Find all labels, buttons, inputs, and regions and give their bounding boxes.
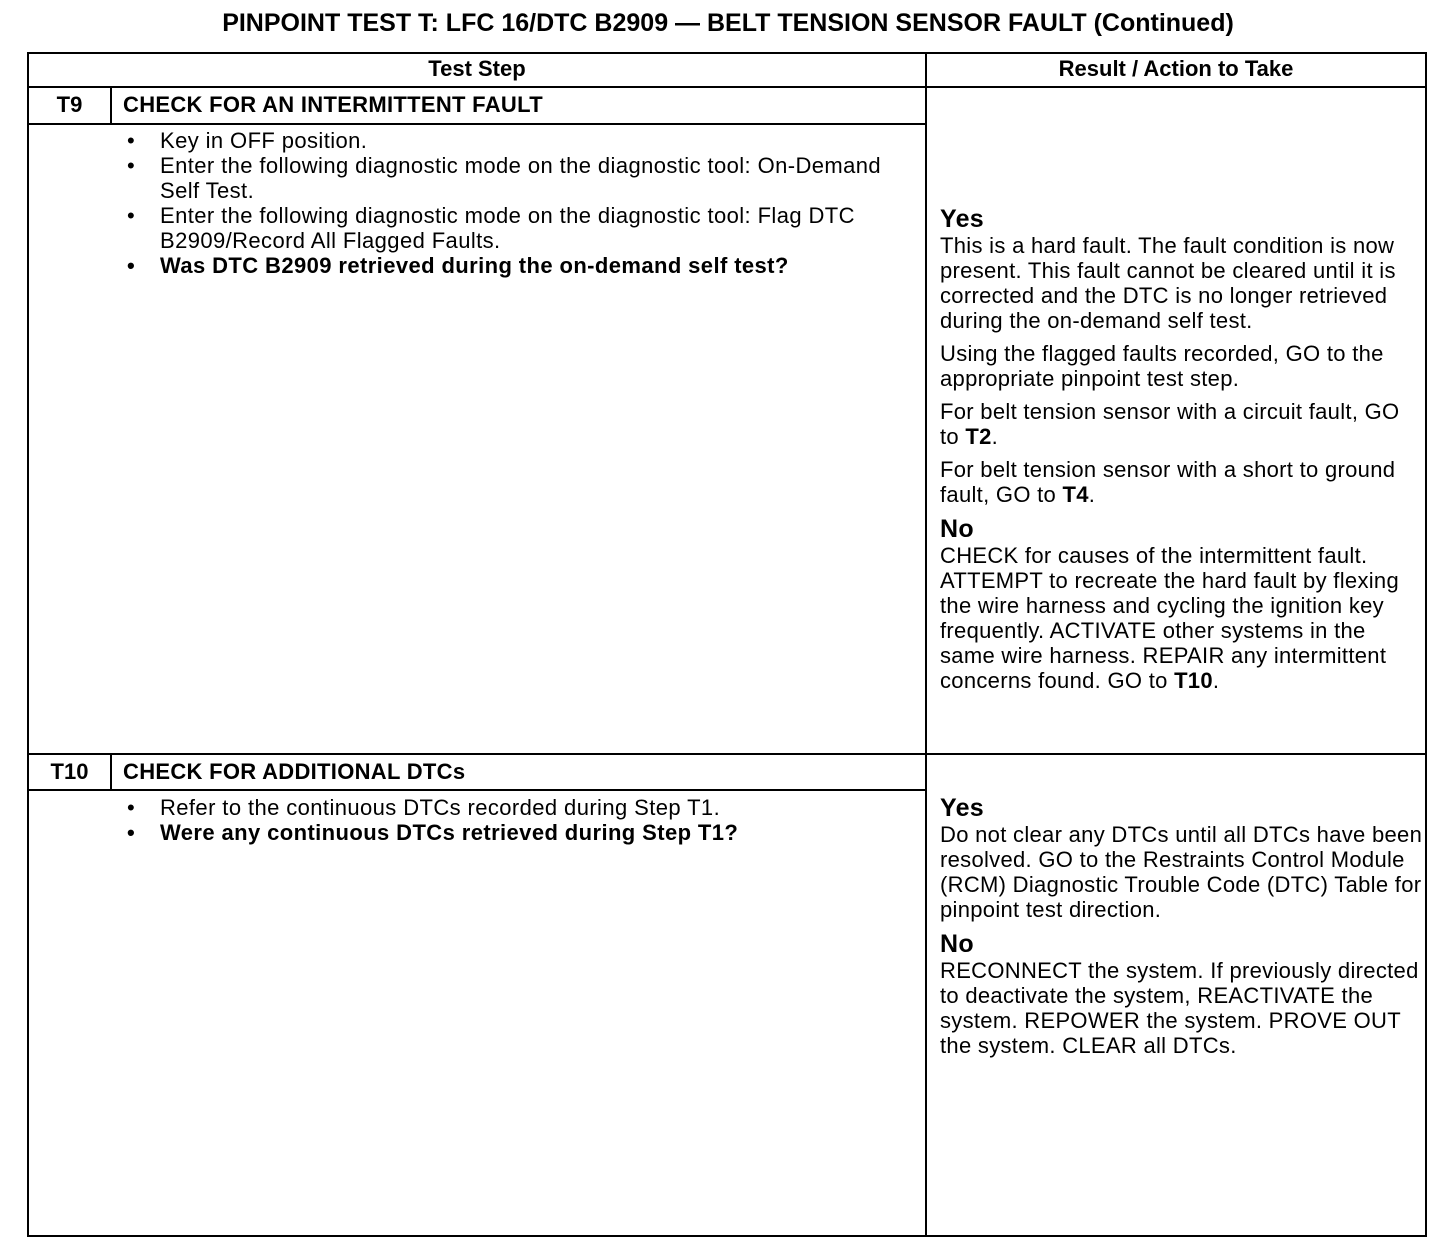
- step-reference: T4: [1062, 482, 1089, 507]
- instruction-item: • Refer to the continuous DTCs recorded during Step T1.: [124, 795, 914, 820]
- step-question: • Were any continuous DTCs retrieved during Step T1?: [124, 820, 914, 845]
- bullet-icon: •: [126, 253, 136, 278]
- result-text: Do not clear any DTCs until all DTCs have been resolved. GO to the Restraints Control Module (RCM) Diagnostic Trouble Code (DTC) Table for pinpoint test direction.: [940, 822, 1423, 922]
- result-text: For belt tension sensor with a circuit fault, GO to T2.: [940, 399, 1400, 449]
- result-text: CHECK for causes of the intermittent fault. ATTEMPT to recreate the hard fault by flexing the wire harness and cycling the ignition key frequently. ACTIVATE other systems in the same wire harness. REPAIR any intermittent concerns found. GO to T10.: [940, 543, 1399, 693]
- step-id: T10: [50, 759, 89, 784]
- step-instructions: [124, 128, 914, 278]
- t10-title-divider: [27, 789, 927, 791]
- no-label: No: [940, 515, 974, 543]
- result-text: Using the flagged faults recorded, GO to the appropriate pinpoint test step.: [940, 341, 1384, 391]
- t9-title-divider: [27, 123, 927, 125]
- bullet-icon: •: [126, 820, 136, 845]
- header-test-step: Test Step: [428, 56, 526, 81]
- result-text: RECONNECT the system. If previously directed to deactivate the system, REACTIVATE the system. REPOWER the system. PROVE OUT the system. CLEAR all DTCs.: [940, 958, 1419, 1058]
- step-title: CHECK FOR ADDITIONAL DTCs: [123, 759, 466, 784]
- bullet-icon: •: [126, 153, 136, 178]
- step-title: CHECK FOR AN INTERMITTENT FAULT: [123, 92, 543, 117]
- no-label: No: [940, 930, 974, 958]
- t9-id-divider: [110, 87, 112, 124]
- page-title: PINPOINT TEST T: LFC 16/DTC B2909 — BELT TENSION SENSOR FAULT (Continued): [222, 9, 1234, 37]
- instruction-item: • Enter the following diagnostic mode on the diagnostic tool: Flag DTC B2909/Record All Flagged Faults.: [124, 203, 914, 253]
- row-divider: [27, 753, 1427, 755]
- step-id: T9: [56, 92, 83, 117]
- yes-label: Yes: [940, 205, 985, 233]
- header-result-action: Result / Action to Take: [1058, 56, 1294, 81]
- step-reference: T2: [965, 424, 992, 449]
- header-divider: [27, 86, 1427, 88]
- bullet-icon: •: [126, 128, 136, 153]
- bullet-icon: •: [126, 795, 136, 820]
- step-reference: T10: [1174, 668, 1213, 693]
- result-text: For belt tension sensor with a short to ground fault, GO to T4.: [940, 457, 1396, 507]
- t10-id-divider: [110, 754, 112, 790]
- step-result: [940, 794, 1424, 1066]
- column-divider: [925, 52, 927, 1237]
- step-instructions: [124, 795, 914, 845]
- instruction-item: • Enter the following diagnostic mode on the diagnostic tool: On-Demand Self Test.: [124, 153, 914, 203]
- instruction-item: • Key in OFF position.: [124, 128, 914, 153]
- step-result: [940, 205, 1424, 701]
- step-question: • Was DTC B2909 retrieved during the on-demand self test?: [124, 253, 914, 278]
- yes-label: Yes: [940, 794, 985, 822]
- result-text: This is a hard fault. The fault condition is now present. This fault cannot be cleared until it is corrected and the DTC is no longer retrieved during the on-demand self test.: [940, 233, 1396, 333]
- bullet-icon: •: [126, 203, 136, 228]
